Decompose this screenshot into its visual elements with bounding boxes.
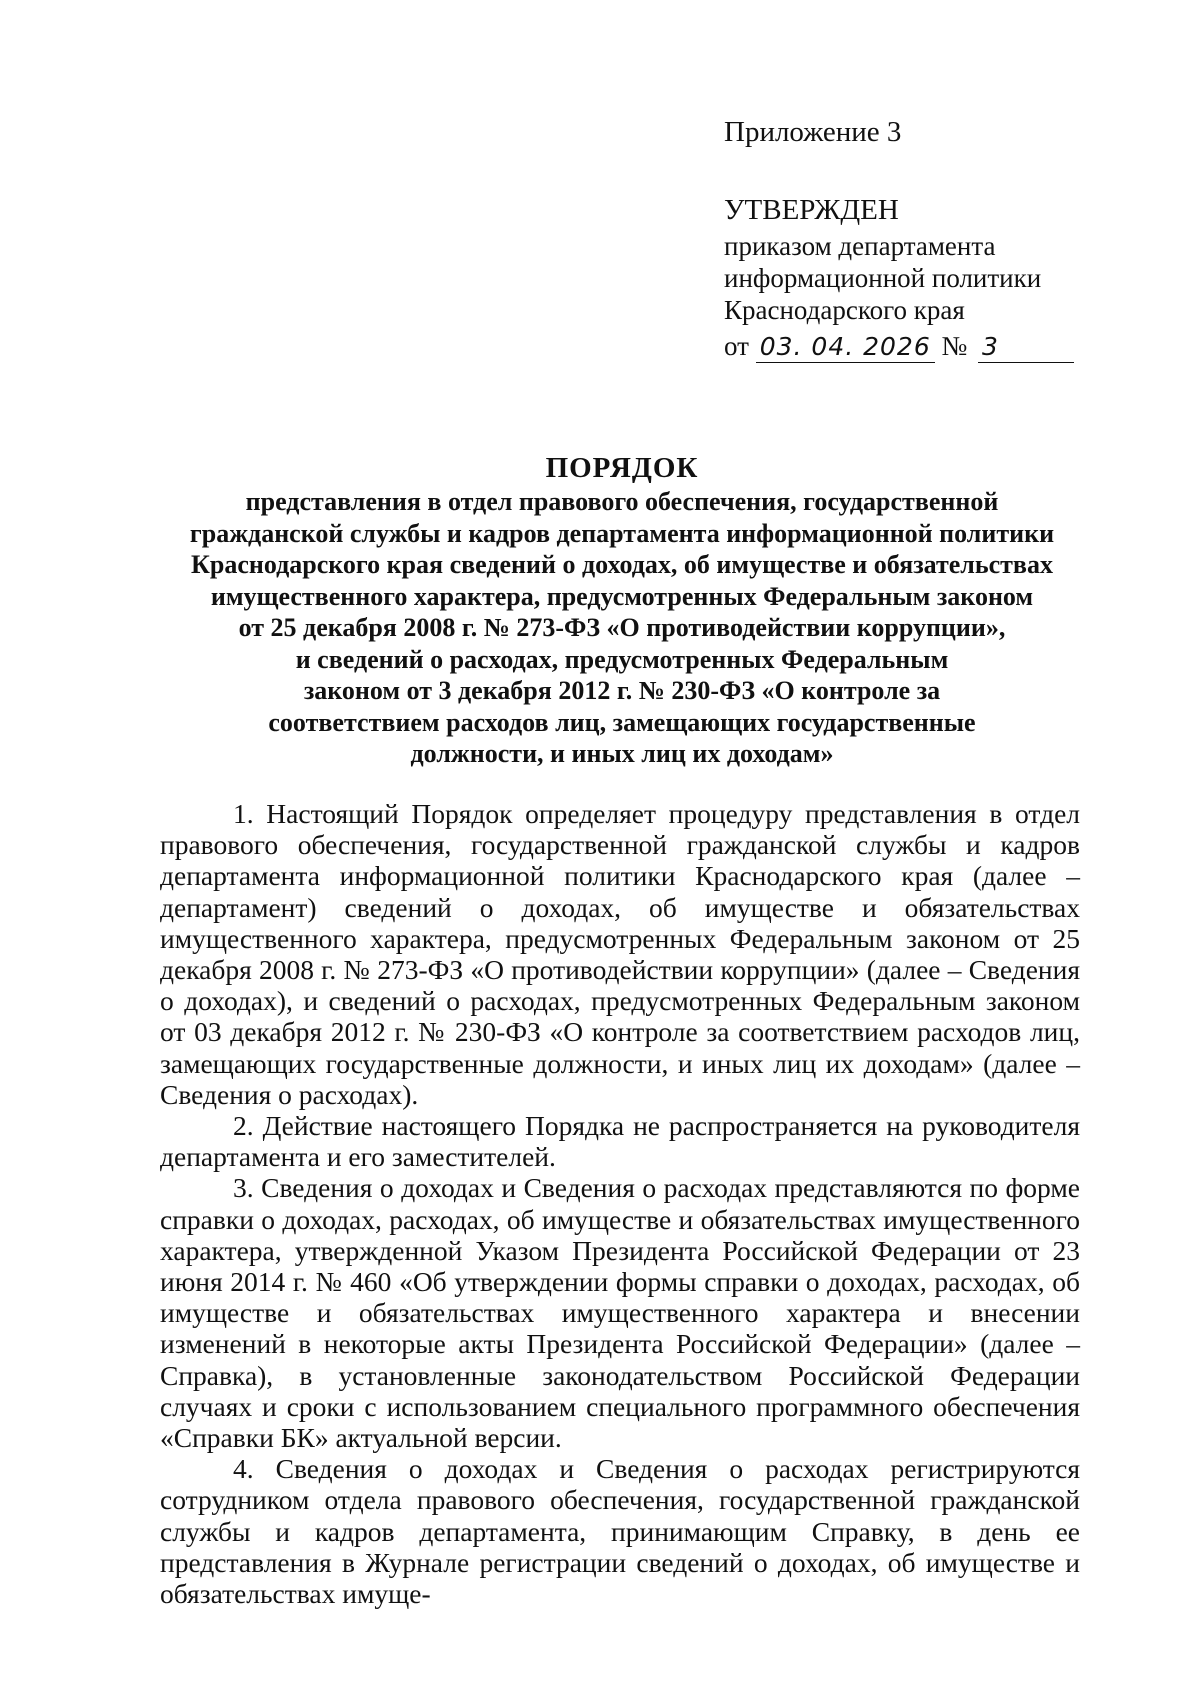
title-line: гражданской службы и кадров департамента информационной политики — [189, 518, 1055, 548]
title-line: и сведений о расходах, предусмотренных Федеральным — [295, 644, 949, 674]
title-line: представления в отдел правового обеспечения, государственной — [245, 487, 999, 516]
approval-line: информационной политики — [724, 263, 1042, 293]
title-line: законом от 3 декабря 2012 г. № 230-ФЗ «О контроле за — [303, 676, 941, 705]
approval-block — [724, 114, 1124, 363]
document-body — [160, 798, 1080, 1609]
paragraph-3: 3. Сведения о доходах и Сведения о расходах представляются по форме справки о доходах, расходах, об имуществе и обязательствах имущественного характера, утвержденной Указом Президента Российской Федерации от 23 июня 2014 г. № 460 «Об утверждении формы справки о доходах, расходах, об имуществе и обязательствах имущественного характера и внесении изменений в некоторые акты Президента Российской Федерации» (далее – Справка), в установленные законодательством Российской Федерации случаях и сроки с использованием специального программного обеспечения «Справки БК» актуальной версии. — [160, 1172, 1080, 1454]
paragraph-2: 2. Действие настоящего Порядка не распространяется на руководителя департамента и его заместителей. — [160, 1110, 1080, 1173]
title-subtitle — [160, 486, 1084, 770]
title-line: Краснодарского края сведений о доходах, об имуществе и обязательствах — [191, 550, 1053, 579]
paragraph-1: 1. Настоящий Порядок определяет процедуру представления в отдел правового обеспечения, государственной гражданской службы и кадров департамента информационной политики Краснодарского края (далее – департамент) сведений о доходах, об имуществе и обязательствах имущественного характера, предусмотренных Федеральным законом от 25 декабря 2008 г. № 273-ФЗ «О противодействии коррупции» (далее – Сведения о доходах), и сведений о расходах, предусмотренных Федеральным законом от 03 декабря 2012 г. № 230-ФЗ «О контроле за соответствием расходов лиц, замещающих государственные должности, и иных лиц их доходам» (далее – Сведения о расходах). — [160, 798, 1080, 1110]
title-line: соответствием расходов лиц, замещающих государственные — [268, 707, 976, 737]
approval-line: Краснодарского края — [724, 295, 965, 325]
order-number-handwritten: 3 — [978, 332, 1074, 363]
title-line: должности, и иных лиц их доходам» — [410, 739, 834, 768]
title-line: имущественного характера, предусмотренных Федеральным законом — [210, 581, 1034, 611]
paragraph-4: 4. Сведения о доходах и Сведения о расходах регистрируются сотрудником отдела правового обеспечения, государственной гражданской службы и кадров департамента, принимающим Справку, в день ее представления в Журнале регистрации сведений о доходах, об имуществе и обязательствах имуще- — [160, 1453, 1080, 1610]
approved-label: УТВЕРЖДЕН — [724, 194, 899, 226]
title-heading: ПОРЯДОК — [545, 452, 699, 484]
order-date-line — [724, 330, 1124, 363]
title-line: от 25 декабря 2008 г. № 273-ФЗ «О противодействии коррупции», — [238, 613, 1006, 642]
number-prefix: № — [941, 331, 968, 361]
date-prefix: от — [724, 331, 749, 361]
approval-line: приказом департамента — [724, 231, 996, 261]
order-date-handwritten: 03. 04. 2026 — [756, 332, 935, 363]
document-title — [160, 450, 1084, 770]
appendix-label: Приложение 3 — [724, 116, 902, 148]
